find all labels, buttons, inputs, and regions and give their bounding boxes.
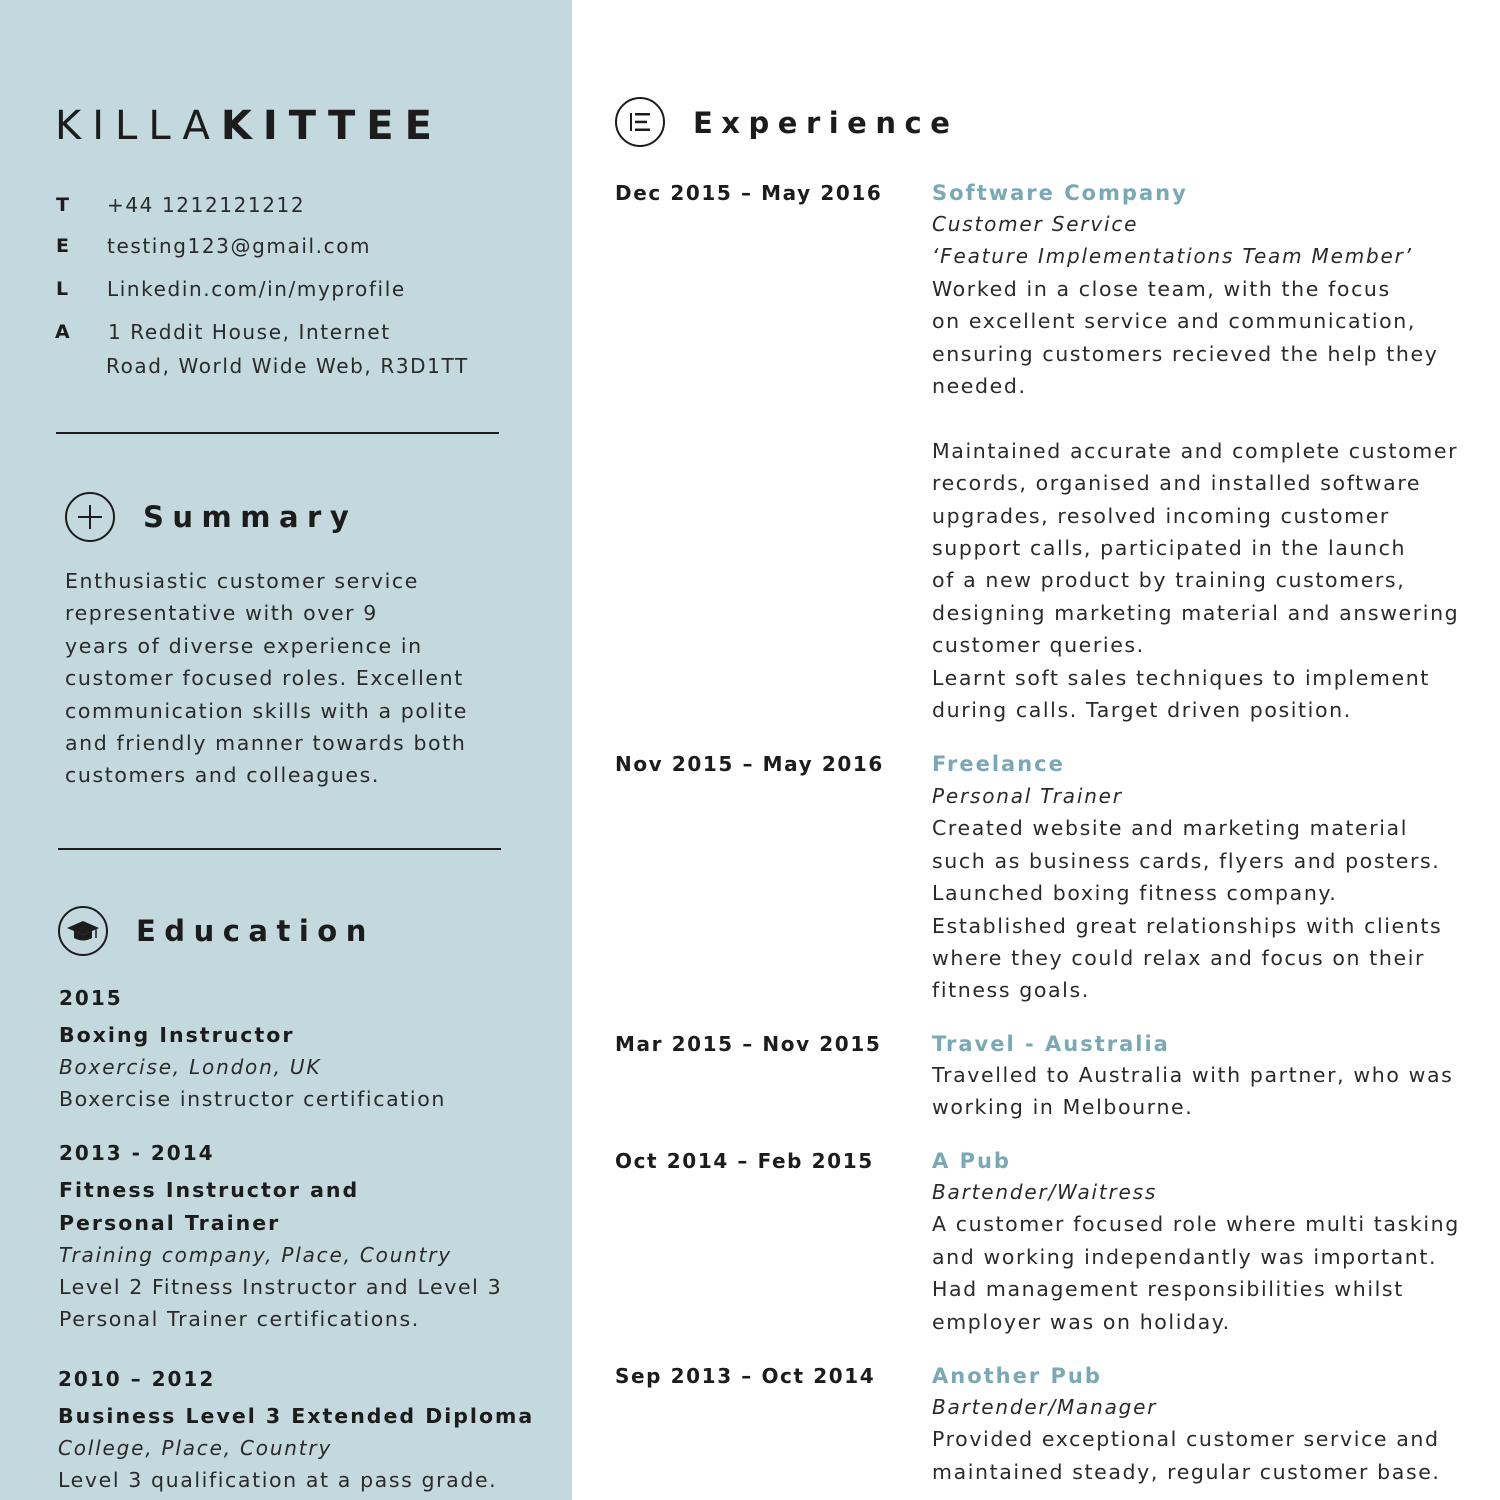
experience-line: Established great relationships with clients [932,913,1443,938]
experience-line [932,402,1459,434]
summary-line: communication skills with a polite [65,698,468,723]
experience-date: Sep 2013 – Oct 2014 [615,1364,876,1388]
divider [56,432,499,434]
experience-line: Had management responsibilities whilst [932,1277,1404,1302]
experience-line: working in Melbourne. [932,1095,1194,1120]
experience-details [932,208,1459,726]
experience-line: and working independantly was important. [932,1244,1438,1269]
email-value[interactable]: testing123@gmail.com [107,234,372,258]
linkedin-value[interactable]: Linkedin.com/in/myprofile [107,277,406,301]
experience-line: designing marketing material and answering [932,600,1460,625]
education-description [59,1271,502,1336]
experience-line: where they could relax and focus on their [932,946,1426,971]
sidebar [0,0,572,1500]
experience-company: Travel - Australia [932,1032,1170,1056]
education-description [59,1083,446,1115]
experience-line: maintained steady, regular customer base. [932,1459,1441,1484]
experience-role: Bartender/Waitress [932,1180,1158,1204]
experience-title: Experience [693,106,959,140]
summary-line: years of diverse experience in [65,633,423,658]
education-year: 2013 - 2014 [59,1141,215,1165]
experience-details [932,1059,1453,1124]
linkedin-key: L [56,278,69,300]
experience-details [932,1176,1460,1338]
experience-line: employer was on holiday. [932,1309,1231,1334]
experience-line: support calls, participated in the launch [932,536,1407,561]
plus-icon [65,492,115,542]
experience-line: A customer focused role where multi tasking [932,1212,1460,1237]
experience-line: customer queries. [932,633,1145,658]
description-line: Boxercise instructor certification [59,1087,446,1111]
graduation-cap-icon [58,906,108,956]
experience-line: Launched boxing fitness company. [932,881,1338,906]
email-key: E [56,235,69,257]
experience-line: needed. [932,374,1027,399]
experience-line: Created website and marketing material [932,816,1408,841]
summary-line: customer focused roles. Excellent [65,666,464,691]
candidate-name [55,102,443,150]
experience-date: Oct 2014 – Feb 2015 [615,1149,874,1173]
qualification-line: Business Level 3 Extended Diploma [58,1404,535,1428]
education-qualification [59,1019,294,1052]
experience-role: Customer Service [932,212,1139,236]
experience-line: records, organised and installed software [932,471,1422,496]
experience-role: Personal Trainer [932,784,1123,808]
experience-company: Freelance [932,752,1065,776]
main-content [572,0,1500,1500]
qualification-line: Fitness Instructor and [59,1178,360,1202]
name-first: KILLA [55,103,221,149]
education-institution: Training company, Place, Country [59,1243,452,1267]
summary-line: representative with over 9 [65,601,378,626]
experience-role: Bartender/Manager [932,1395,1158,1419]
summary-line: customers and colleagues. [65,763,381,788]
experience-company: A Pub [932,1149,1011,1173]
name-last: KITTEE [220,103,443,149]
summary-line: Enthusiastic customer service [65,569,419,593]
education-title: Education [136,914,375,948]
summary-title: Summary [143,500,358,534]
experience-line: Maintained accurate and complete customer [932,438,1459,463]
experience-line: Travelled to Australia with partner, who was [932,1063,1454,1087]
address-line-1: 1 Reddit House, Internet [108,320,391,344]
divider [58,848,501,850]
phone-key: T [56,194,69,216]
education-qualification [58,1400,534,1433]
description-line: Level 3 qualification at a pass grade. [58,1468,498,1492]
experience-line: of a new product by training customers, [932,568,1406,593]
experience-date: Dec 2015 – May 2016 [615,181,883,205]
experience-line: Provided exceptional customer service and [932,1427,1440,1452]
experience-line: ensuring customers recieved the help they [932,341,1439,366]
summary-line: and friendly manner towards both [65,731,467,756]
qualification-line: Boxing Instructor [59,1023,295,1047]
experience-date: Nov 2015 – May 2016 [615,752,884,776]
education-year: 2015 [59,986,123,1010]
phone-value[interactable]: +44 1212121212 [107,193,306,217]
description-line: Personal Trainer certifications. [59,1307,420,1332]
experience-line: such as business cards, flyers and posters. [932,848,1441,873]
experience-line: upgrades, resolved incoming customer [932,503,1390,528]
education-year: 2010 – 2012 [58,1367,216,1391]
experience-details [932,1391,1441,1488]
experience-details [932,780,1442,1007]
address-key: A [55,321,70,343]
qualification-line: Personal Trainer [59,1210,281,1235]
description-line: Level 2 Fitness Instructor and Level 3 [59,1275,503,1299]
experience-line: fitness goals. [932,978,1090,1003]
experience-line: Learnt soft sales techniques to implement [932,665,1430,690]
education-description [58,1464,497,1496]
address-line-2: Road, World Wide Web, R3D1TT [106,354,469,378]
experience-line: during calls. Target driven position. [932,698,1352,723]
experience-company: Another Pub [932,1364,1102,1388]
document-icon [615,97,665,147]
experience-date: Mar 2015 – Nov 2015 [615,1032,882,1056]
experience-line: Worked in a close team, with the focus [932,276,1391,301]
experience-company: Software Company [932,181,1188,205]
experience-line: on excellent service and communication, [932,309,1416,334]
education-qualification [59,1174,359,1239]
education-institution: College, Place, Country [58,1436,333,1460]
experience-role: ‘Feature Implementations Team Member’ [932,244,1413,269]
summary-text [65,565,545,792]
education-institution: Boxercise, London, UK [59,1055,322,1079]
